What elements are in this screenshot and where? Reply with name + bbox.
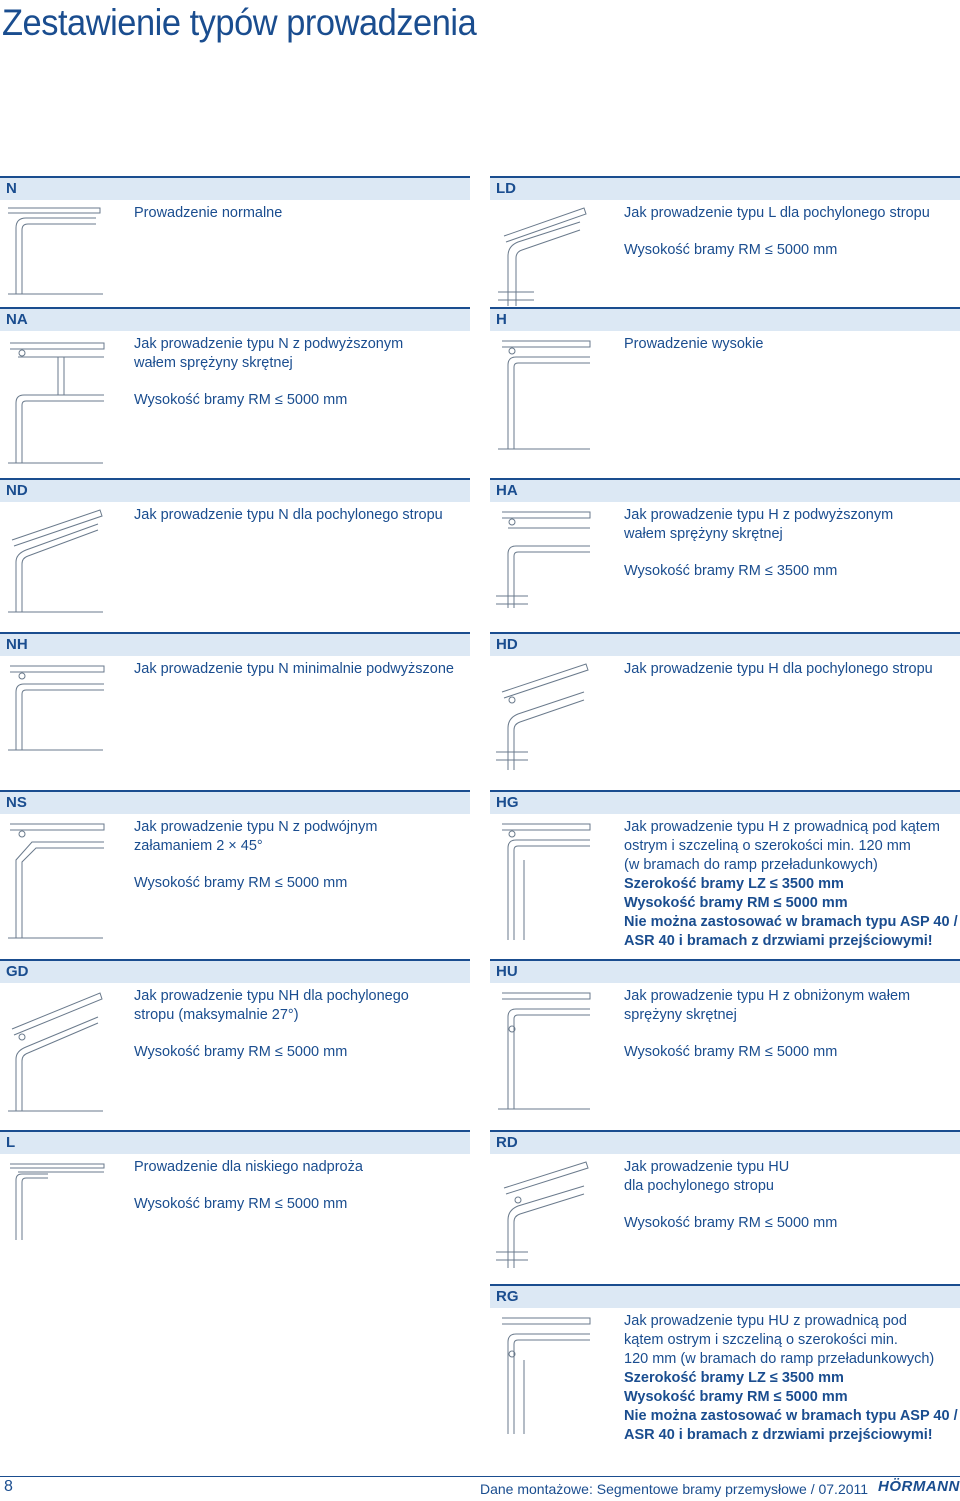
guide-diagram-ha [494,508,594,618]
footer-text: Dane montażowe: Segmentowe bramy przemysłowe / 07.2011 [480,1481,869,1497]
guide-diagram-ld [494,206,594,311]
guide-diagram-na [8,337,108,469]
section-highlight: Wysokość bramy RM ≤ 5000 mm [134,1044,348,1060]
guide-diagram-n [8,206,108,301]
section-code: HA [490,478,960,502]
section-line: Jak prowadzenie typu HU [624,1159,790,1175]
section-bold-line: Nie można zastosować w bramach typu ASP 40 / [624,1408,958,1424]
section-line: Jak prowadzenie typu N z podwójnym [134,819,378,835]
section-code: GD [0,959,470,983]
section-line: Jak prowadzenie typu NH dla pochylonego [134,988,409,1004]
guide-diagram-rd [494,1160,594,1275]
section-code: NS [0,790,470,814]
guide-diagram-nd [8,508,108,618]
guide-diagram-gd [8,989,108,1119]
section-N [0,176,470,221]
guide-diagram-hd [494,662,594,777]
section-line: załamaniem 2 × 45° [134,838,263,854]
section-line: wałem sprężyny skrętnej [134,355,293,371]
section-line: Jak prowadzenie typu H z podwyższonym [624,507,894,523]
section-code: RD [490,1130,960,1154]
section-NA [0,307,470,408]
guide-diagram-hu [494,989,594,1114]
section-code: HU [490,959,960,983]
section-code: N [0,176,470,200]
section-bold-line: Szerokość bramy LZ ≤ 3500 mm [624,1370,844,1386]
section-line: Jak prowadzenie typu H dla pochylonego stropu [624,661,933,677]
section-line: Jak prowadzenie typu N minimalnie podwyższone [134,661,454,677]
section-HD [490,632,960,677]
section-line: stropu (maksymalnie 27°) [134,1007,299,1023]
section-code: NH [0,632,470,656]
section-code: H [490,307,960,331]
guide-diagram-ns [8,820,108,945]
section-line: Jak prowadzenie typu H z prowadnicą pod kątem [624,819,940,835]
section-line: kątem ostrym i szczeliną o szerokości min. [624,1332,898,1348]
section-NS [0,790,470,891]
section-code: NA [0,307,470,331]
section-highlight: Wysokość bramy RM ≤ 5000 mm [134,392,348,408]
section-line: ostrym i szczeliną o szerokości min. 120 mm [624,838,911,854]
section-code: RG [490,1284,960,1308]
page-number: 8 [4,1478,13,1495]
section-bold-line: Wysokość bramy RM ≤ 5000 mm [624,895,848,911]
section-line: Jak prowadzenie typu HU z prowadnicą pod [624,1313,907,1329]
section-line: wałem sprężyny skrętnej [624,526,783,542]
section-code: HD [490,632,960,656]
section-LD [490,176,960,258]
guide-diagram-l [8,1160,108,1245]
section-RD [490,1130,960,1231]
section-code: LD [490,176,960,200]
guide-diagram-h [494,337,594,457]
section-code: L [0,1130,470,1154]
section-code: HG [490,790,960,814]
section-line: sprężyny skrętnej [624,1007,737,1023]
footer-rule [0,1476,960,1477]
section-NH [0,632,470,677]
section-line: Jak prowadzenie typu N dla pochylonego stropu [134,507,443,523]
page-title: Zestawienie typów prowadzenia [2,2,477,43]
section-GD [0,959,470,1060]
section-HG [490,790,960,949]
section-RG [490,1284,960,1443]
section-line: Prowadzenie wysokie [624,336,764,352]
section-bold-line: Wysokość bramy RM ≤ 5000 mm [624,1389,848,1405]
section-line: 120 mm (w bramach do ramp przeładunkowych) [624,1351,935,1367]
section-bold-line: ASR 40 i bramach z drzwiami przejściowymi! [624,1427,933,1443]
guide-diagram-hg [494,820,594,945]
section-bold-line: ASR 40 i bramach z drzwiami przejściowymi! [624,933,933,949]
section-code: ND [0,478,470,502]
section-bold-line: Szerokość bramy LZ ≤ 3500 mm [624,876,844,892]
section-L [0,1130,470,1212]
section-H [490,307,960,352]
section-line: (w bramach do ramp przeładunkowych) [624,857,878,873]
section-line: Jak prowadzenie typu H z obniżonym wałem [624,988,911,1004]
section-HA [490,478,960,579]
section-line: Jak prowadzenie typu N z podwyższonym [134,336,404,352]
section-highlight: Wysokość bramy RM ≤ 5000 mm [624,1044,838,1060]
section-highlight: Wysokość bramy RM ≤ 5000 mm [624,1215,838,1231]
section-highlight: Wysokość bramy RM ≤ 5000 mm [134,875,348,891]
section-bold-line: Nie można zastosować w bramach typu ASP 40 / [624,914,958,930]
section-ND [0,478,470,523]
guide-diagram-rg [494,1314,594,1439]
section-line: Jak prowadzenie typu L dla pochylonego stropu [624,205,930,221]
section-highlight: Wysokość bramy RM ≤ 5000 mm [624,242,838,258]
section-line: dla pochylonego stropu [624,1178,774,1194]
brand-logo: HÖRMANN [878,1478,960,1495]
section-highlight: Wysokość bramy RM ≤ 3500 mm [624,563,838,579]
section-line: Prowadzenie dla niskiego nadproża [134,1159,363,1175]
section-HU [490,959,960,1060]
section-line: Prowadzenie normalne [134,205,283,221]
guide-diagram-nh [8,662,108,757]
section-highlight: Wysokość bramy RM ≤ 5000 mm [134,1196,348,1212]
